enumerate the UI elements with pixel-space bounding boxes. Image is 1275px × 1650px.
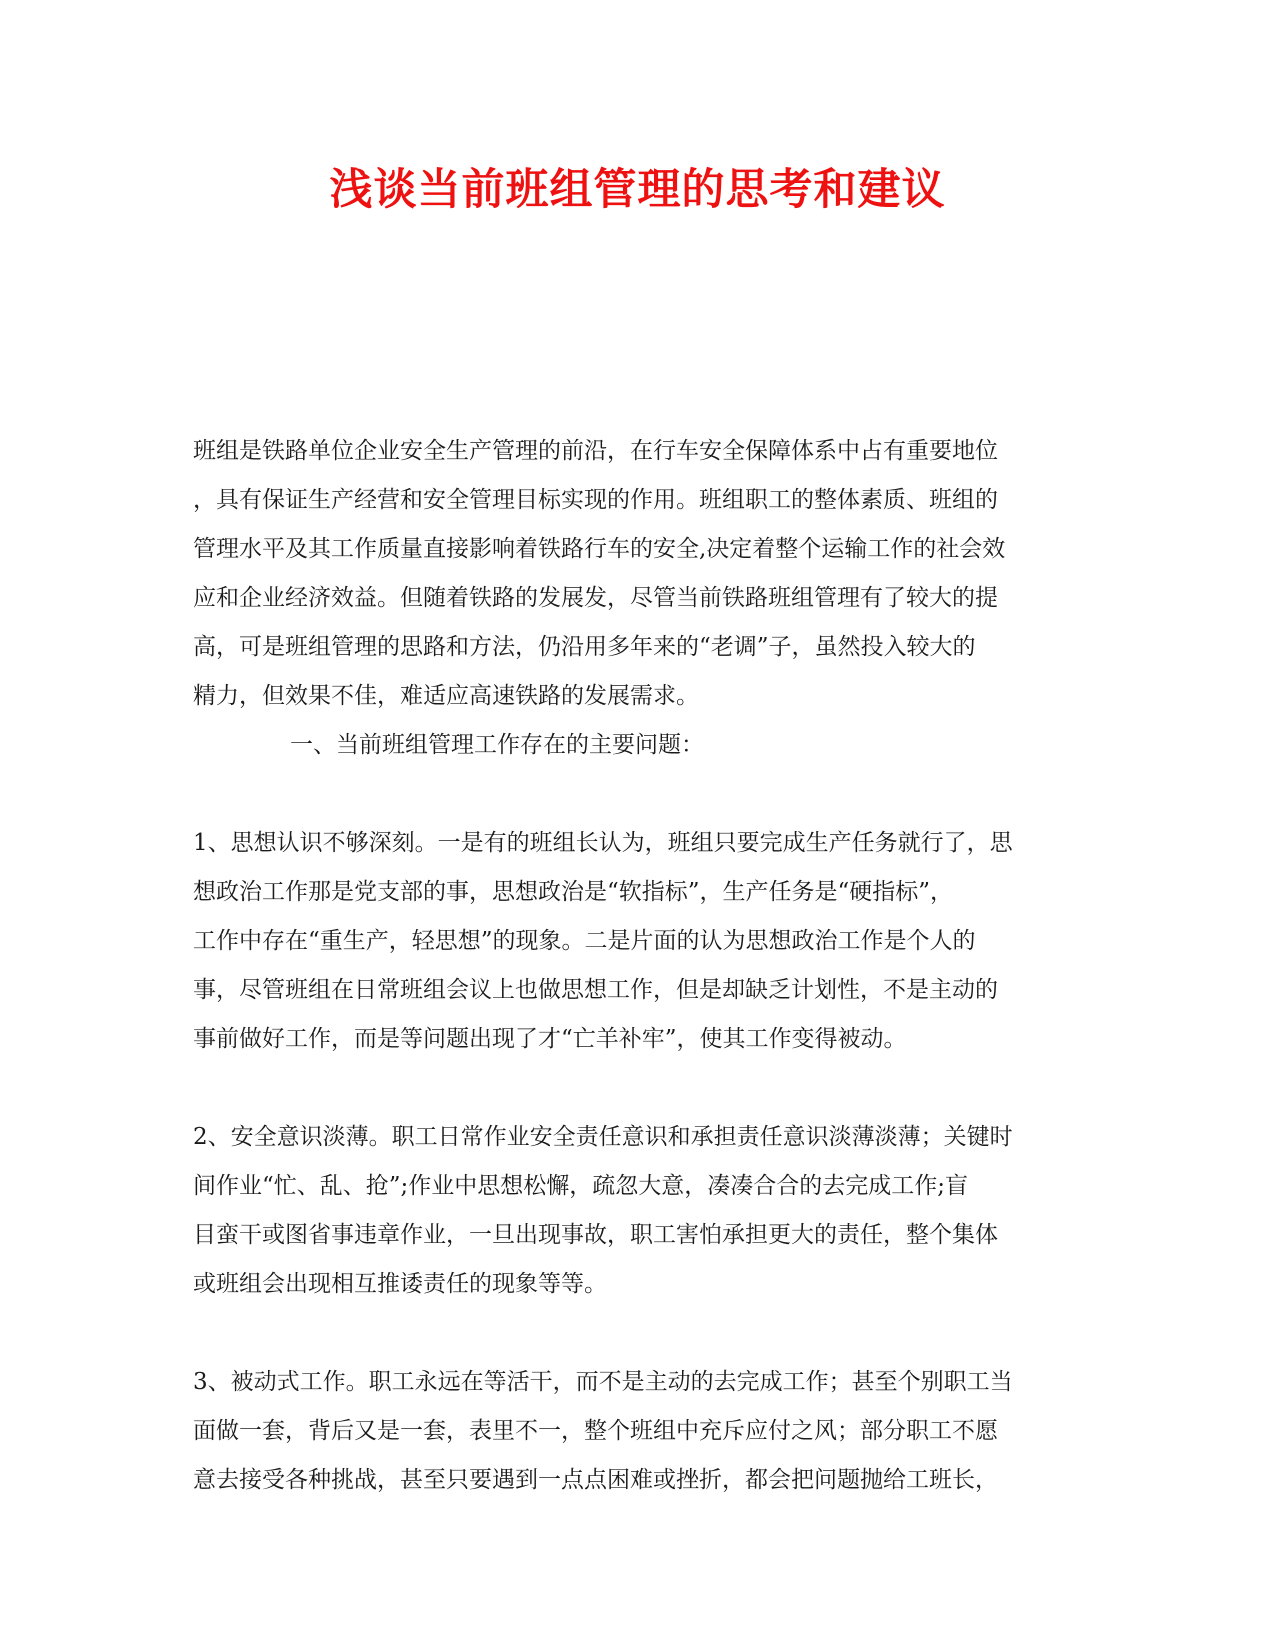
- paragraph-gap: [193, 1064, 1083, 1113]
- text-line: 面做一套，背后又是一套，表里不一，整个班组中充斥应付之风；部分职工不愿: [193, 1418, 998, 1444]
- point-3-paragraph: [193, 1358, 1083, 1505]
- text-line: 2、安全意识淡薄。职工日常作业安全责任意识和承担责任意识淡薄淡薄；关键时: [193, 1124, 1013, 1150]
- text-line: 意去接受各种挑战，甚至只要遇到一点点困难或挫折，都会把问题抛给工班长，: [193, 1467, 998, 1493]
- text-line: 管理水平及其工作质量直接影响着铁路行车的安全,决定着整个运输工作的社会效: [193, 536, 1006, 562]
- text-line: 想政治工作那是党支部的事，思想政治是“软指标”，生产任务是“硬指标”，: [193, 879, 954, 905]
- text-line: 3、被动式工作。职工永远在等活干，而不是主动的去完成工作；甚至个别职工当: [193, 1369, 1013, 1395]
- point-2-paragraph: [193, 1113, 1083, 1309]
- text-line: 高，可是班组管理的思路和方法，仍沿用多年来的“老调”子，虽然投入较大的: [193, 634, 976, 660]
- document-body: [193, 427, 1083, 1505]
- text-line: 工作中存在“重生产，轻思想”的现象。二是片面的认为思想政治工作是个人的: [193, 928, 976, 954]
- document-title: 浅谈当前班组管理的思考和建议: [329, 165, 946, 215]
- text-line: 1、思想认识不够深刻。一是有的班组长认为，班组只要完成生产任务就行了，思: [193, 830, 1013, 856]
- paragraph-gap: [193, 770, 1083, 819]
- text-line: 目蛮干或图省事违章作业，一旦出现事故，职工害怕承担更大的责任，整个集体: [193, 1222, 998, 1248]
- point-1-paragraph: [193, 819, 1083, 1064]
- text-line: 间作业“忙、乱、抢”;作业中思想松懈，疏忽大意，凑凑合合的去完成工作;盲: [193, 1173, 969, 1199]
- text-line: 事前做好工作，而是等问题出现了才“亡羊补牢”，使其工作变得被动。: [193, 1026, 907, 1052]
- text-line: 班组是铁路单位企业安全生产管理的前沿，在行车安全保障体系中占有重要地位: [193, 438, 998, 464]
- paragraph-gap: [193, 1309, 1083, 1358]
- text-line: 事，尽管班组在日常班组会议上也做思想工作，但是却缺乏计划性，不是主动的: [193, 977, 998, 1003]
- text-line: 或班组会出现相互推诿责任的现象等等。: [193, 1271, 607, 1297]
- text-line: 精力，但效果不佳，难适应高速铁路的发展需求。: [193, 683, 699, 709]
- section-heading: 一、当前班组管理工作存在的主要问题：: [290, 732, 704, 758]
- intro-paragraph: [193, 427, 1083, 721]
- text-line: 应和企业经济效益。但随着铁路的发展发，尽管当前铁路班组管理有了较大的提: [193, 585, 998, 611]
- text-line: ，具有保证生产经营和安全管理目标实现的作用。班组职工的整体素质、班组的: [193, 487, 998, 513]
